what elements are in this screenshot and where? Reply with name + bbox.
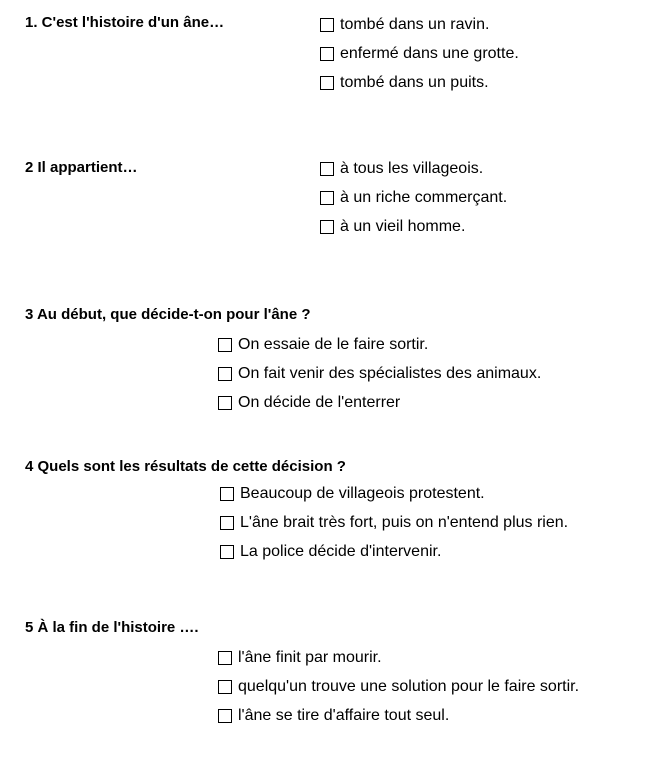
option-label: à un riche commerçant. [340, 189, 508, 206]
question-3-option-3[interactable] [218, 388, 541, 417]
option-label: tombé dans un puits. [340, 74, 489, 91]
question-2-options [320, 154, 507, 241]
option-label: quelqu'un trouve une solution pour le faire sortir. [238, 678, 580, 695]
question-4-text: 4 Quels sont les résultats de cette décision ? [25, 458, 346, 475]
option-label: à tous les villageois. [340, 160, 484, 177]
option-label: tombé dans un ravin. [340, 16, 490, 33]
question-2-option-1[interactable] [320, 154, 507, 183]
question-4-option-3[interactable] [220, 537, 568, 566]
question-4-option-2[interactable] [220, 508, 568, 537]
checkbox-icon[interactable] [320, 191, 334, 205]
option-label: On essaie de le faire sortir. [238, 336, 429, 353]
option-label: On décide de l'enterrer [238, 394, 401, 411]
checkbox-icon[interactable] [320, 76, 334, 90]
question-1-text: 1. C'est l'histoire d'un âne… [25, 14, 225, 31]
option-label: enfermé dans une grotte. [340, 45, 519, 62]
checkbox-icon[interactable] [220, 516, 234, 530]
checkbox-icon[interactable] [218, 680, 232, 694]
option-label: l'âne se tire d'affaire tout seul. [238, 707, 450, 724]
checkbox-icon[interactable] [320, 47, 334, 61]
question-1-option-3[interactable] [320, 68, 519, 97]
question-4-options [220, 479, 568, 566]
question-5-option-2[interactable] [218, 672, 579, 701]
checkbox-icon[interactable] [220, 487, 234, 501]
option-label: Beaucoup de villageois protestent. [240, 485, 485, 502]
checkbox-icon[interactable] [218, 709, 232, 723]
question-2-text: 2 Il appartient… [25, 159, 138, 176]
question-5-option-1[interactable] [218, 643, 579, 672]
checkbox-icon[interactable] [218, 367, 232, 381]
question-5-text: 5 À la fin de l'histoire …. [25, 619, 199, 636]
question-1-options [320, 10, 519, 97]
checkbox-icon[interactable] [218, 651, 232, 665]
question-3-text: 3 Au début, que décide-t-on pour l'âne ? [25, 306, 311, 323]
checkbox-icon[interactable] [218, 338, 232, 352]
question-2-option-2[interactable] [320, 183, 507, 212]
option-label: On fait venir des spécialistes des animaux. [238, 365, 542, 382]
question-1-option-1[interactable] [320, 10, 519, 39]
option-label: La police décide d'intervenir. [240, 543, 442, 560]
option-label: à un vieil homme. [340, 218, 466, 235]
checkbox-icon[interactable] [220, 545, 234, 559]
question-2-option-3[interactable] [320, 212, 507, 241]
question-4-option-1[interactable] [220, 479, 568, 508]
question-3-options [218, 330, 541, 417]
question-1-option-2[interactable] [320, 39, 519, 68]
question-5-options [218, 643, 579, 730]
checkbox-icon[interactable] [320, 220, 334, 234]
checkbox-icon[interactable] [218, 396, 232, 410]
question-3-option-2[interactable] [218, 359, 541, 388]
option-label: L'âne brait très fort, puis on n'entend plus rien. [240, 514, 569, 531]
question-5-option-3[interactable] [218, 701, 579, 730]
checkbox-icon[interactable] [320, 18, 334, 32]
question-3-option-1[interactable] [218, 330, 541, 359]
checkbox-icon[interactable] [320, 162, 334, 176]
option-label: l'âne finit par mourir. [238, 649, 382, 666]
